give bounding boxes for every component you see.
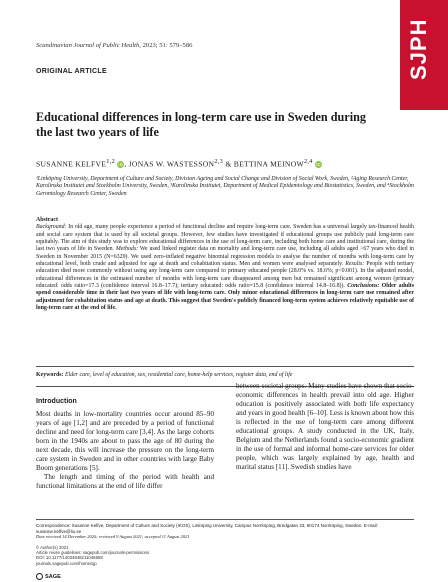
journal-name: Scandinavian Journal of Public Health, [36,42,141,49]
copyright-line[interactable]: DOI: 10.1177/14034948211045658 [36,555,103,561]
body-column-right [236,382,414,472]
publisher-name: SAGE [45,573,61,580]
journal-logo-text: SJPH [406,18,431,80]
publisher-logo-icon [36,573,43,580]
divider [36,366,414,367]
journal-volume-pages: 2023; 51: 579–586 [142,42,193,49]
received-dates: Date received 14 December 2020; reviewed 9 August 2021; accepted 11 August 2021 [36,534,190,539]
article-title: Educational differences in long-term care use in Sweden during the last two years of life [36,110,366,139]
journal-logo [400,0,448,110]
section-heading-introduction: Introduction [36,398,77,405]
author-list [36,158,416,169]
author-affil-sup: 1,2 [106,158,116,165]
abstract-methods-label: Methods: [114,246,139,253]
abstract-conclusions-label: Conclusions: [344,283,380,290]
keywords-label: Keywords: [36,372,64,378]
paragraph: Most deaths in low-mortality countries occur around 85–90 years of age [1,2] and are preceded by a period of functional decline and need for long-term care [3,4]. As the large cohorts born in the 1940s are about to pass the age of 80 during the next decade, this will increase the pressure on the long-term care system in Sweden and in other countries with large Baby Boom generations [5]. [36,410,214,473]
keywords-text: Elder care, level of education, sex, residential care, home-help services, register data, end of life [63,372,293,378]
author-name[interactable]: SUSANNE KELFVE [36,159,107,169]
abstract-conclusions: Older adults spend considerable time in their last two years of life with long-term care. Only minor educational differences in long-term care use remained after adjustment for cohabitation status and age at death. This suggest that Sweden's publicly financed long-term system achieves relatively equitable use of long-term care at the end of life. [36,283,415,312]
divider [36,519,414,520]
author-separator: , [124,159,129,169]
article-type: ORIGINAL ARTICLE [36,68,107,75]
copyright-line[interactable]: journals.sagepub.com/home/sjp [36,560,97,566]
abstract [36,217,414,312]
affiliations: ¹Linköping University, Department of Culture and Society, Division Ageing and Social Change and Division of Social Work, Sweden, ²Aging Research Center, Karolinska Institutet and Stockholm University, Sweden, ³Karolinska Institutet, Department of Medical Epidemiology and Biostatistics, Sweden, and ⁴Stockholm Gerontology Research Center, Sweden [36,176,414,197]
keywords [36,372,414,379]
orcid-icon[interactable]: iD [118,161,124,167]
author-name[interactable]: JONAS W. WASTESSON [128,159,215,169]
abstract-background: In old age, many people experience a period of functional decline and require long-term care. Sweden has a universal largely tax-financed health and social care system that is used by all societal groups. However, few studies have investigated if educational groups use publicly paid long-term care equitably. The aim of this study was to explore educational differences in the use of long-term care, including both home care and institutional care, during the last two years of life in Sweden. [36,224,414,253]
copyright-line[interactable]: Article reuse guidelines: sagepub.com/journals-permissions [36,550,150,556]
abstract-results-label: Results: [343,261,365,268]
author-affil-sup: 2,4 [303,158,313,165]
paragraph: The length and timing of the period with health and functional limitations at the end of life differ [36,473,214,491]
body-column-left [36,410,214,491]
copyright-line: © Author(s) 2021 [36,545,69,550]
orcid-icon[interactable]: iD [316,161,321,167]
publisher-logo [36,573,61,580]
journal-citation [36,42,192,49]
paragraph: between societal groups. Many studies have shown that socio-economic differences in health prevail into old age. Higher education is positively associated with both life expectancy and years in good health [6–10]. Less is known about how this is reflected in the use of long-term care among different educational groups. A study conducted in the UK, Italy, Belgium and the Netherlands found a socio-economic gradient in the use of formal and informal home-care services for older people, which was largely explained by age, health and marital status [11]. Swedish studies have [236,382,414,472]
author-affil-sup: 2,3 [214,158,224,165]
abstract-methods: We used linked register data on mortality and long-term care use, including all adults aged >67 years who died in Sweden in November 2015 (N=6329). We used zero-inflated negative binomial regression models to analyse the number of months with long-term care by educational level, both crude and adjusted for age at death and cohabitation status. Men and women were analysed separately. [36,246,414,268]
abstract-heading: Abstract [36,217,58,223]
author-name[interactable]: BETTINA MEINOW [233,159,304,169]
abstract-background-label: Background: [36,224,67,231]
abstract-results: People with tertiary education died more commonly without using any long-term care compared to primary educated people (28.0% vs. 18.6%; p<0.001). In the adjusted model, educational differences in the estimated number of months with long-term care disappeared among men but remained significant among women (primary educated: odds ratio=17.3 (confidence interval 16.8–17.7); tertiary educated: odds ratio=15.8 (confidence interval 14.8–16.8)). [36,261,414,290]
author-separator: & [223,159,234,169]
correspondence-note: Correspondence: Susanne Kelfve, Department of Culture and Society (IKOS), Linköping University, Campus Norrköping, Bredgatan 33, 60174 Norrköping, Sweden. E-mail: susanne.kelfve@liu.se [36,523,378,534]
copyright-block [36,545,236,566]
